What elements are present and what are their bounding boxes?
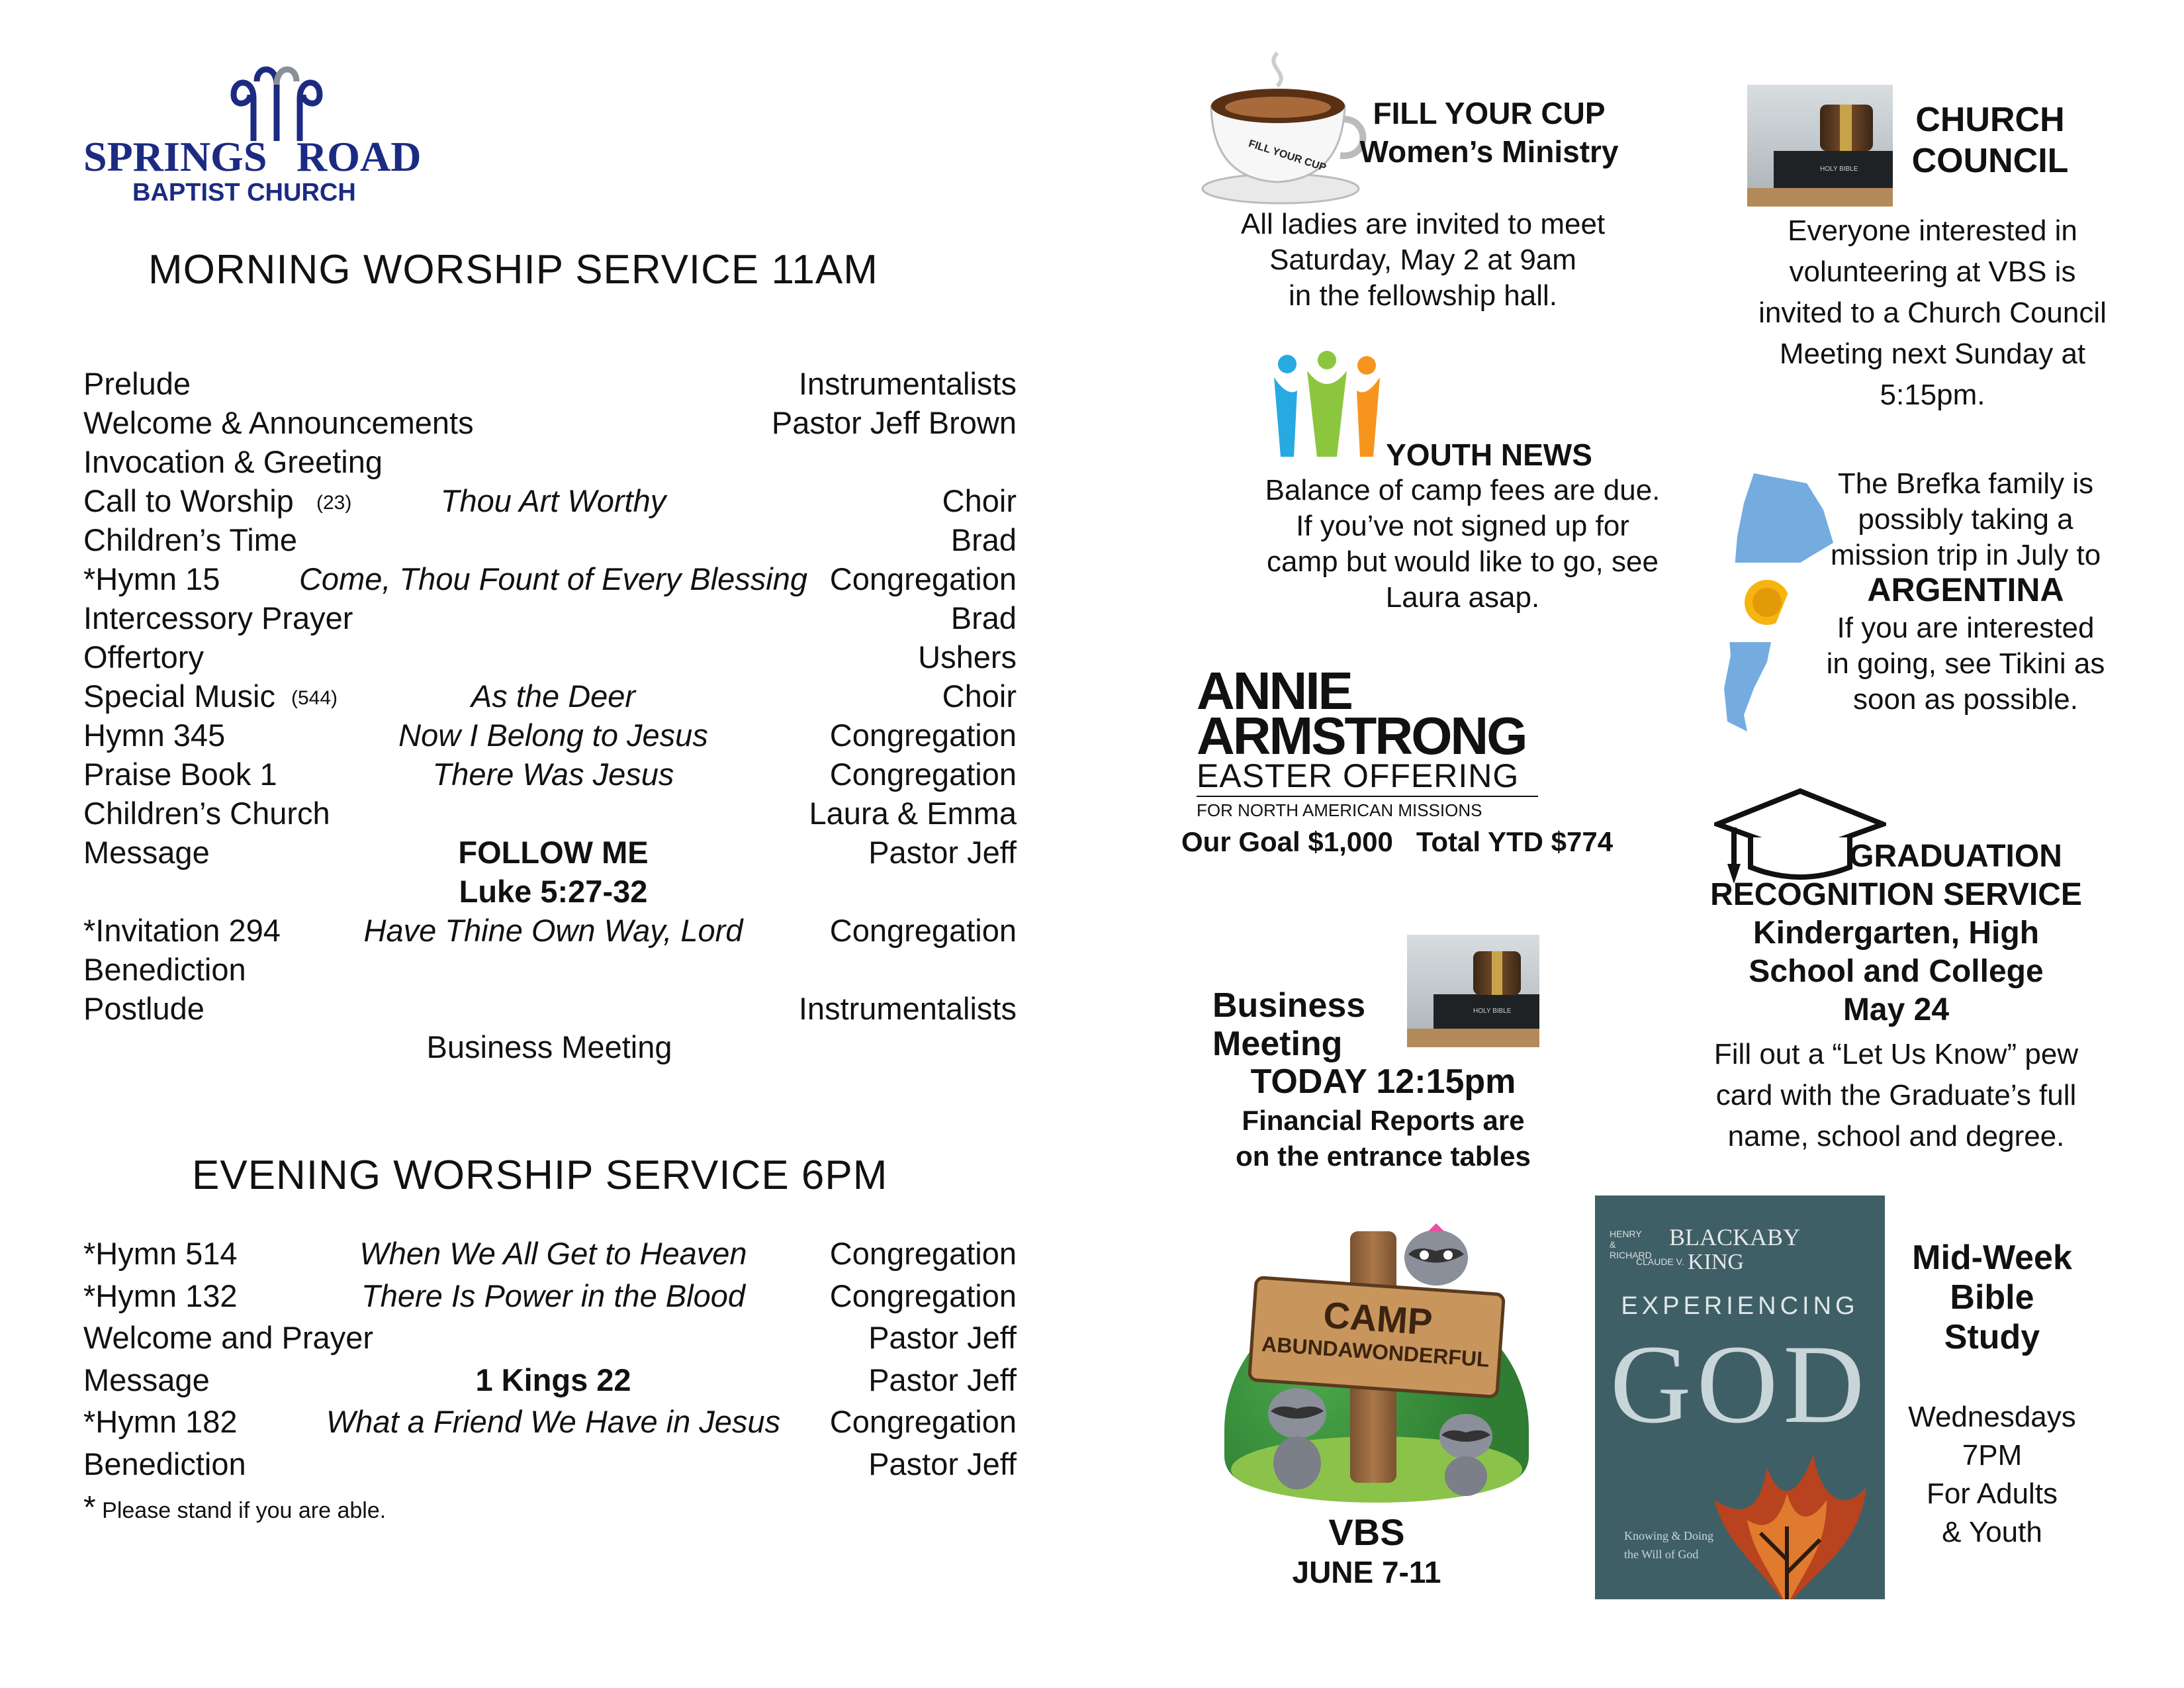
service-leader: Congregation <box>829 561 1017 596</box>
service-leader: Pastor Jeff <box>868 1362 1017 1397</box>
vbs-dates: JUNE 7-11 <box>1292 1555 1441 1589</box>
gavel-band <box>1840 105 1852 151</box>
book-title2: GOD <box>1610 1322 1870 1446</box>
service-leader: Choir <box>942 679 1017 714</box>
graduation-title <box>1684 837 2108 1029</box>
graduation-body <box>1684 1034 2108 1157</box>
book-subtitle <box>1624 1526 1713 1564</box>
bible-study-title <box>1886 1238 2098 1357</box>
annie-armstrong-logo <box>1197 661 1541 823</box>
service-row <box>83 444 1017 483</box>
fill-cup-body <box>1205 207 1641 314</box>
logo-baptist-church: BAPTIST CHURCH <box>132 179 356 207</box>
service-title: Thou Art Worthy <box>440 483 666 518</box>
church-council-line: volunteering at VBS is <box>1789 256 2076 288</box>
business-time: TODAY 12:15pm <box>1250 1062 1516 1101</box>
service-part: Call to Worship <box>83 483 294 518</box>
service-title: There Is Power in the Blood <box>361 1278 745 1313</box>
annie-line4: FOR NORTH AMERICAN MISSIONS <box>1197 796 1538 823</box>
business-bible-label: HOLY BIBLE <box>1473 1008 1512 1015</box>
service-part: Benediction <box>83 1446 246 1481</box>
camp-sign <box>1248 1276 1506 1399</box>
annie-line1: ANNIE <box>1197 661 1351 720</box>
service-leader: Choir <box>942 483 1017 518</box>
bible-study-body-line: For Adults <box>1926 1477 2058 1510</box>
stand-note <box>83 1489 386 1526</box>
youth-line: If you’ve not signed up for <box>1296 510 1629 542</box>
bible-study-title-line: Mid-Week <box>1912 1239 2072 1277</box>
fill-cup-title <box>1350 94 1628 171</box>
gavel-bible-image <box>1747 85 1893 207</box>
church-council-line: invited to a Church Council <box>1758 297 2107 329</box>
service-leader: Congregation <box>829 1404 1017 1439</box>
bible-study-body <box>1886 1398 2098 1552</box>
youth-body <box>1218 473 1707 616</box>
argentina-line: The Brefka family is <box>1837 467 2094 500</box>
service-leader: Congregation <box>829 718 1017 753</box>
service-leader: Congregation <box>829 913 1017 948</box>
church-logo <box>78 58 422 211</box>
experiencing-god-book <box>1595 1196 1885 1599</box>
church-council-title <box>1894 99 2086 181</box>
business-body-line: on the entrance tables <box>1236 1141 1531 1172</box>
youth-title: YOUTH NEWS <box>1386 438 1592 472</box>
service-leader: Pastor Jeff <box>868 1446 1017 1481</box>
stand-note-text: Please stand if you are able. <box>102 1498 387 1523</box>
book-authors-main: BLACKABY <box>1669 1224 1801 1250</box>
evening-heading: EVENING WORSHIP SERVICE 6PM <box>192 1152 888 1198</box>
service-row <box>83 951 1017 991</box>
bible-book-label: HOLY BIBLE <box>1820 165 1858 173</box>
business-gavel-image <box>1407 935 1539 1047</box>
morning-footer: Business Meeting <box>426 1029 672 1064</box>
bible-study-body-line: & Youth <box>1942 1516 2042 1548</box>
service-part: *Invitation 294 <box>83 913 281 948</box>
service-row <box>83 483 1017 522</box>
service-part: Offertory <box>83 639 204 675</box>
service-row <box>83 678 1017 718</box>
service-leader: Congregation <box>829 757 1017 792</box>
service-row <box>83 717 1017 757</box>
service-row <box>83 404 1017 444</box>
cup-label: FILL YOUR CUP <box>1247 138 1328 174</box>
morning-heading: MORNING WORSHIP SERVICE 11AM <box>148 247 878 293</box>
service-title: What a Friend We Have in Jesus <box>326 1404 781 1439</box>
stand-note-star: * <box>83 1490 96 1525</box>
bible-study-title-line: Bible <box>1950 1278 2034 1317</box>
book-title1: EXPERIENCING <box>1621 1292 1859 1320</box>
service-row <box>83 561 1017 600</box>
annie-line3: EASTER OFFERING <box>1197 757 1520 794</box>
argentina-line: in going, see Tikini as <box>1826 647 2105 680</box>
burning-bush-icon <box>1688 1414 1885 1599</box>
service-part: *Hymn 132 <box>83 1278 238 1313</box>
graduation-line3: Kindergarten, High <box>1752 915 2040 951</box>
service-row <box>83 873 1017 913</box>
service-part: *Hymn 182 <box>83 1404 238 1439</box>
service-leader: Brad <box>950 522 1017 557</box>
service-part: Message <box>83 1362 210 1397</box>
argentina-country: ARGENTINA <box>1867 571 2064 608</box>
service-part: Children’s Time <box>83 522 298 557</box>
church-council-title-line2: COUNCIL <box>1911 142 2069 180</box>
service-leader: Pastor Jeff <box>868 1320 1017 1355</box>
service-part: Intercessory Prayer <box>83 600 353 635</box>
logo-springs: SPRINGS <box>83 133 267 180</box>
camp-illustration <box>1218 1218 1535 1536</box>
service-title: As the Deer <box>471 679 636 714</box>
book-subtitle-line: the Will of God <box>1624 1548 1699 1561</box>
service-title: When We All Get to Heaven <box>359 1236 747 1271</box>
service-leader: Instrumentalists <box>798 991 1017 1026</box>
service-title: There Was Jesus <box>432 757 674 792</box>
logo-road: ROAD <box>296 133 422 180</box>
church-council-line: 5:15pm. <box>1880 379 1985 411</box>
vbs-title: VBS <box>1328 1511 1405 1553</box>
coffee-cup-icon <box>1198 46 1370 205</box>
youth-line: Balance of camp fees are due. <box>1265 474 1661 506</box>
business-title <box>1212 986 1365 1063</box>
graduation-body-line: card with the Graduate’s full <box>1715 1079 2077 1111</box>
service-row <box>83 912 1017 952</box>
fill-cup-title-line1: FILL YOUR CUP <box>1373 96 1606 130</box>
service-row <box>83 639 1017 679</box>
graduation-line5: May 24 <box>1843 992 1950 1027</box>
business-body-line: Financial Reports are <box>1242 1105 1525 1136</box>
argentina-line: possibly taking a <box>1858 503 2073 536</box>
service-number: (544) <box>291 687 338 709</box>
business-table-surface <box>1407 1029 1539 1047</box>
service-part: Benediction <box>83 952 246 987</box>
service-leader: Ushers <box>918 639 1017 675</box>
service-row <box>83 1319 1017 1359</box>
argentina-body-bottom <box>1807 610 2124 718</box>
fill-cup-line: All ladies are invited to meet <box>1240 208 1606 240</box>
service-row <box>83 756 1017 796</box>
argentina-line: If you are interested <box>1837 612 2095 644</box>
service-part: Special Music <box>83 679 275 714</box>
service-leader: Instrumentalists <box>798 366 1017 401</box>
logo-flame-icon <box>227 58 326 144</box>
service-part: Praise Book 1 <box>83 757 277 792</box>
service-part: Welcome and Prayer <box>83 1320 373 1355</box>
graduation-line1: GRADUATION <box>1849 839 2062 874</box>
service-part: Message <box>83 835 210 870</box>
service-leader: Congregation <box>829 1278 1017 1313</box>
service-number: (23) <box>316 492 352 514</box>
service-row <box>83 1278 1017 1317</box>
service-row <box>83 1235 1017 1275</box>
bible-study-body-line: Wednesdays <box>1908 1401 2076 1433</box>
service-part: Prelude <box>83 366 191 401</box>
service-row <box>83 1362 1017 1401</box>
service-title: 1 Kings 22 <box>475 1362 631 1397</box>
argentina-line: mission trip in July to <box>1830 539 2101 571</box>
youth-line: Laura asap. <box>1385 581 1540 614</box>
service-row <box>83 1403 1017 1443</box>
bible-study-title-line: Study <box>1944 1318 2040 1356</box>
service-leader: Laura & Emma <box>809 796 1017 831</box>
church-council-line: Everyone interested in <box>1788 214 2077 247</box>
annie-goal: Our Goal $1,000 Total YTD $774 <box>1181 826 1614 857</box>
bible-study-body-line: 7PM <box>1962 1439 2023 1472</box>
service-leader: Pastor Jeff <box>868 835 1017 870</box>
book-subtitle-line: Knowing & Doing <box>1624 1529 1713 1542</box>
service-row <box>83 365 1017 405</box>
raccoon-icon <box>1396 1218 1476 1291</box>
service-row <box>83 795 1017 835</box>
service-row <box>83 990 1017 1030</box>
graduation-body-line: name, school and degree. <box>1727 1120 2065 1152</box>
fill-cup-title-line2: Women’s Ministry <box>1359 134 1619 169</box>
business-title-line2: Meeting <box>1212 1025 1343 1063</box>
book-authors1: HENRY & RICHARD <box>1610 1229 1652 1260</box>
business-title-line1: Business <box>1212 986 1366 1025</box>
service-title: Come, Thou Fount of Every Blessing <box>298 561 808 596</box>
service-leader: Brad <box>950 600 1017 635</box>
book-coauthor-main: KING <box>1688 1250 1744 1274</box>
church-council-line: Meeting next Sunday at <box>1779 338 2086 370</box>
graduation-body-line: Fill out a “Let Us Know” pew <box>1713 1038 2079 1070</box>
service-part: Children’s Church <box>83 796 330 831</box>
church-council-body <box>1734 211 2131 416</box>
service-part: *Hymn 514 <box>83 1236 238 1271</box>
youth-line: camp but would like to go, see <box>1267 545 1659 578</box>
service-row <box>83 834 1017 874</box>
book-coauthor1: CLAUDE V. <box>1636 1256 1684 1267</box>
fill-cup-line: Saturday, May 2 at 9am <box>1269 244 1576 276</box>
raccoon-right-icon <box>1430 1410 1502 1496</box>
graduation-line2: RECOGNITION SERVICE <box>1710 877 2082 912</box>
service-title: Now I Belong to Jesus <box>398 718 708 753</box>
service-part: Welcome & Announcements <box>83 405 474 440</box>
table-surface <box>1747 188 1893 207</box>
church-council-title-line1: CHURCH <box>1915 101 2065 139</box>
service-row <box>83 1446 1017 1485</box>
camp-sign-line1: CAMP <box>1322 1293 1434 1343</box>
camp-sign-line2: ABUNDAWONDERFUL <box>1261 1331 1490 1372</box>
service-part: *Hymn 15 <box>83 561 220 596</box>
service-title: Have Thine Own Way, Lord <box>363 913 743 948</box>
business-body <box>1191 1103 1575 1174</box>
graduation-line4: School and College <box>1749 954 2044 989</box>
fill-cup-line: in the fellowship hall. <box>1288 279 1557 312</box>
service-leader: Pastor Jeff Brown <box>771 405 1017 440</box>
service-part: Postlude <box>83 991 205 1026</box>
argentina-line: soon as possible. <box>1853 683 2078 716</box>
business-gavel-band <box>1492 951 1502 995</box>
service-title: Luke 5:27-32 <box>459 874 648 909</box>
argentina-body-top <box>1807 466 2124 573</box>
annie-line2: ARMSTRONG <box>1197 706 1526 765</box>
service-part: Hymn 345 <box>83 718 226 753</box>
raccoon-left-icon <box>1257 1383 1337 1489</box>
service-row <box>83 600 1017 639</box>
service-title: FOLLOW ME <box>458 835 649 870</box>
service-row <box>83 522 1017 561</box>
service-leader: Congregation <box>829 1236 1017 1271</box>
service-part: Invocation & Greeting <box>83 444 383 479</box>
